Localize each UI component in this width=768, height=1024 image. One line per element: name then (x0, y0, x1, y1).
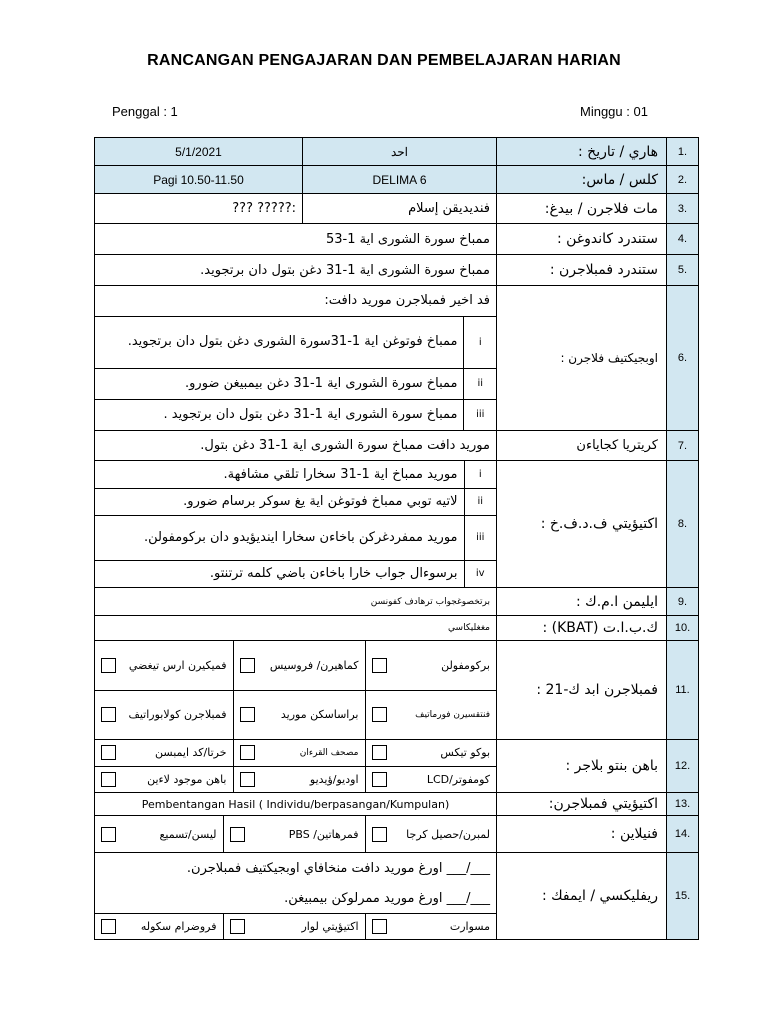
day-cell: احد (303, 138, 497, 166)
pak21-option[interactable] (365, 641, 496, 690)
checkbox[interactable] (372, 827, 387, 842)
row-8-label: اكتيؤيتي ف.د.ف.خ : (497, 461, 667, 588)
lesson-plan-table (94, 137, 699, 940)
aid-option[interactable] (233, 740, 365, 766)
activity-item-2: لاتيه توبي ممباخ فوتوغن اية يغ سوكر برسام ضورو. (95, 488, 464, 515)
content-standard-value: ممباخ سورة الشورى اية 1-53 (95, 224, 497, 255)
teaching-aids-options-cell (95, 740, 497, 793)
checkbox[interactable] (240, 745, 255, 760)
success-criteria-value: موريد دافت ممباخ سورة الشورى اية 1-31 دغن بتول. (95, 431, 497, 461)
row-13-label: اكتيؤيتي فمبلاجرن: (497, 793, 667, 816)
row-5-number: 5. (667, 255, 699, 286)
option-label: خرتا/كد ايمبسن (155, 746, 227, 760)
pak21-option[interactable] (365, 690, 496, 739)
pak21-option[interactable] (95, 690, 233, 739)
activity-roman-3: iii (464, 515, 496, 560)
reflection-line-1: ___/___ اورغ موريد دافت منخافاي اوبجيكتيف فمبلاجرن. (186, 861, 490, 876)
class-cell: DELIMA 6 (303, 166, 497, 194)
bidang-cell: ??? ?????: (95, 194, 303, 224)
time-cell: Pagi 10.50-11.50 (95, 166, 303, 194)
row-2-number: 2. (667, 166, 699, 194)
objectives-cell (95, 286, 497, 431)
option-label: باهن موجود لاءين (147, 772, 227, 786)
checkbox[interactable] (101, 919, 116, 934)
row-11-number: 11. (667, 641, 699, 740)
reflection-line-2: ___/___ اورغ موريد ممرلوكن بيمبيغن. (284, 890, 490, 906)
row-9-number: 9. (667, 588, 699, 616)
aid-option[interactable] (95, 766, 233, 792)
checkbox[interactable] (240, 658, 255, 673)
row-8-number: 8. (667, 461, 699, 588)
pak21-option[interactable] (233, 641, 365, 690)
checkbox[interactable] (101, 707, 116, 722)
checkbox[interactable] (372, 707, 387, 722)
row-4-number: 4. (667, 224, 699, 255)
activities-cell (95, 461, 497, 588)
checkbox[interactable] (230, 827, 245, 842)
option-label: فميكيرن ارس تيغضي (128, 658, 227, 672)
objective-roman-1: i (464, 316, 496, 368)
objective-item-1: ممباخ فوتوغن اية 1-31سورة الشورى دغن بتول دان برتجويد. (95, 316, 464, 368)
kbat-value: مغغليكاسي (95, 616, 497, 641)
assessment-option[interactable] (95, 816, 223, 852)
row-15-number: 15. (667, 853, 699, 940)
option-label: فروضرام سكوله (140, 919, 217, 933)
checkbox[interactable] (372, 772, 387, 787)
aid-option[interactable] (365, 766, 496, 792)
checkbox[interactable] (372, 745, 387, 760)
checkbox[interactable] (372, 658, 387, 673)
row-12-number: 12. (667, 740, 699, 793)
aid-option[interactable] (365, 740, 496, 766)
option-label: فنتقسيرن فورماتيف (415, 709, 490, 720)
date-cell: 5/1/2021 (95, 138, 303, 166)
row-14-label: فنيلاين : (497, 816, 667, 853)
option-label: كومفوتر/LCD (426, 772, 490, 786)
option-label: بوكو تيكس (440, 746, 490, 760)
checkbox[interactable] (101, 745, 116, 760)
row-4-label: ستندرد كاندوغن : (497, 224, 667, 255)
document-title: RANCANGAN PENGAJARAN DAN PEMBELAJARAN HARIAN (147, 52, 621, 69)
checkbox[interactable] (372, 919, 387, 934)
activity-roman-1: i (464, 461, 496, 488)
option-label: فمرهاتين/ PBS (288, 827, 359, 841)
aid-option[interactable] (233, 766, 365, 792)
row-7-label: كريتريا كجاياءن (497, 431, 667, 461)
row-14-number: 14. (667, 816, 699, 853)
row-10-number: 10. (667, 616, 699, 641)
checkbox[interactable] (101, 772, 116, 787)
option-label: بركومفولن (441, 658, 490, 672)
objectives-intro: فد اخير فمبلاجرن موريد دافت: (95, 286, 496, 316)
objective-roman-3: iii (464, 399, 496, 430)
option-label: اوديو/ؤيديو (309, 772, 359, 786)
aid-option[interactable] (95, 740, 233, 766)
option-label: مسوارت (449, 919, 490, 933)
row-13-number: 13. (667, 793, 699, 816)
row-15-label: ريفليكسي / ايمفك : (497, 853, 667, 940)
row-6-number: 6. (667, 286, 699, 431)
option-label: اكتيؤيتي لوار (301, 919, 359, 933)
pak21-options-cell (95, 641, 497, 740)
objective-item-3: ممباخ سورة الشورى اية 1-31 دغن بتول دان برتجويد . (95, 399, 464, 430)
option-label: براساسكن موريد (280, 708, 359, 722)
row-2-label: كلس / ماس: (497, 166, 667, 194)
row-6-label: اوبجيكتيف فلاجرن : (497, 286, 667, 431)
activity-item-1: موريد ممباخ اية 1-31 سخارا تلقي مشافهة. (95, 461, 464, 488)
penggal-label: Penggal : 1 (112, 104, 178, 119)
activity-item-4: برسوءال جواب خارا باخاءن باضي كلمه ترتنتو. (95, 560, 464, 587)
activity-item-3: موريد ممفردغركن باخاءن سخارا اينديؤيدو دان بركومفولن. (95, 515, 464, 560)
row-7-number: 7. (667, 431, 699, 461)
checkbox[interactable] (101, 827, 116, 842)
emk-value: برتخصوغجواب ترهادف كفونسن (95, 588, 497, 616)
assessment-option[interactable] (223, 816, 365, 852)
row-3-label: مات فلاجرن / بيدغ: (497, 194, 667, 224)
activity-roman-4: iv (464, 560, 496, 587)
objective-roman-2: ii (464, 368, 496, 399)
reflection-cell (95, 853, 497, 940)
row-3-number: 3. (667, 194, 699, 224)
reflection-option[interactable] (95, 913, 223, 939)
option-label: كماهيرن/ فروسيس (269, 658, 359, 672)
row-10-label: ك.ب.ا.ت (KBAT) : (497, 616, 667, 641)
checkbox[interactable] (240, 707, 255, 722)
row-1-number: 1. (667, 138, 699, 166)
row-1-label: هاري / تاريخ : (497, 138, 667, 166)
minggu-label: Minggu : 01 (580, 104, 648, 119)
row-11-label: فمبلاجرن ابد ك-21 : (497, 641, 667, 740)
row-12-label: باهن بنتو بلاجر : (497, 740, 667, 793)
row-5-label: ستندرد فمبلاجرن : (497, 255, 667, 286)
pak21-option[interactable] (233, 690, 365, 739)
subject-cell: فنديديقن إسلام (303, 194, 497, 224)
checkbox[interactable] (240, 772, 255, 787)
pak21-option[interactable] (95, 641, 233, 690)
reflection-option[interactable] (365, 913, 496, 939)
option-label: لمبرن/حصيل كرجا (406, 827, 490, 841)
learning-standard-value: ممباخ سورة الشورى اية 1-31 دغن بتول دان برتجويد. (95, 255, 497, 286)
row-9-label: ايليمن ا.م.ك : (497, 588, 667, 616)
option-label: مصحف القرءان (299, 747, 359, 758)
checkbox[interactable] (230, 919, 245, 934)
option-label: فمبلاجرن كولابوراتيف (128, 708, 227, 722)
assessment-option[interactable] (365, 816, 496, 852)
reflection-option[interactable] (223, 913, 365, 939)
assessment-options-cell (95, 816, 497, 853)
activity-roman-2: ii (464, 488, 496, 515)
checkbox[interactable] (101, 658, 116, 673)
objective-item-2: ممباخ سورة الشورى اية 1-31 دغن بيمبيغن ضورو. (95, 368, 464, 399)
option-label: ليسن/تسميع (159, 827, 217, 841)
activity-type-value: Pembentangan Hasil ( Individu/berpasangan/Kumpulan) (95, 793, 497, 816)
